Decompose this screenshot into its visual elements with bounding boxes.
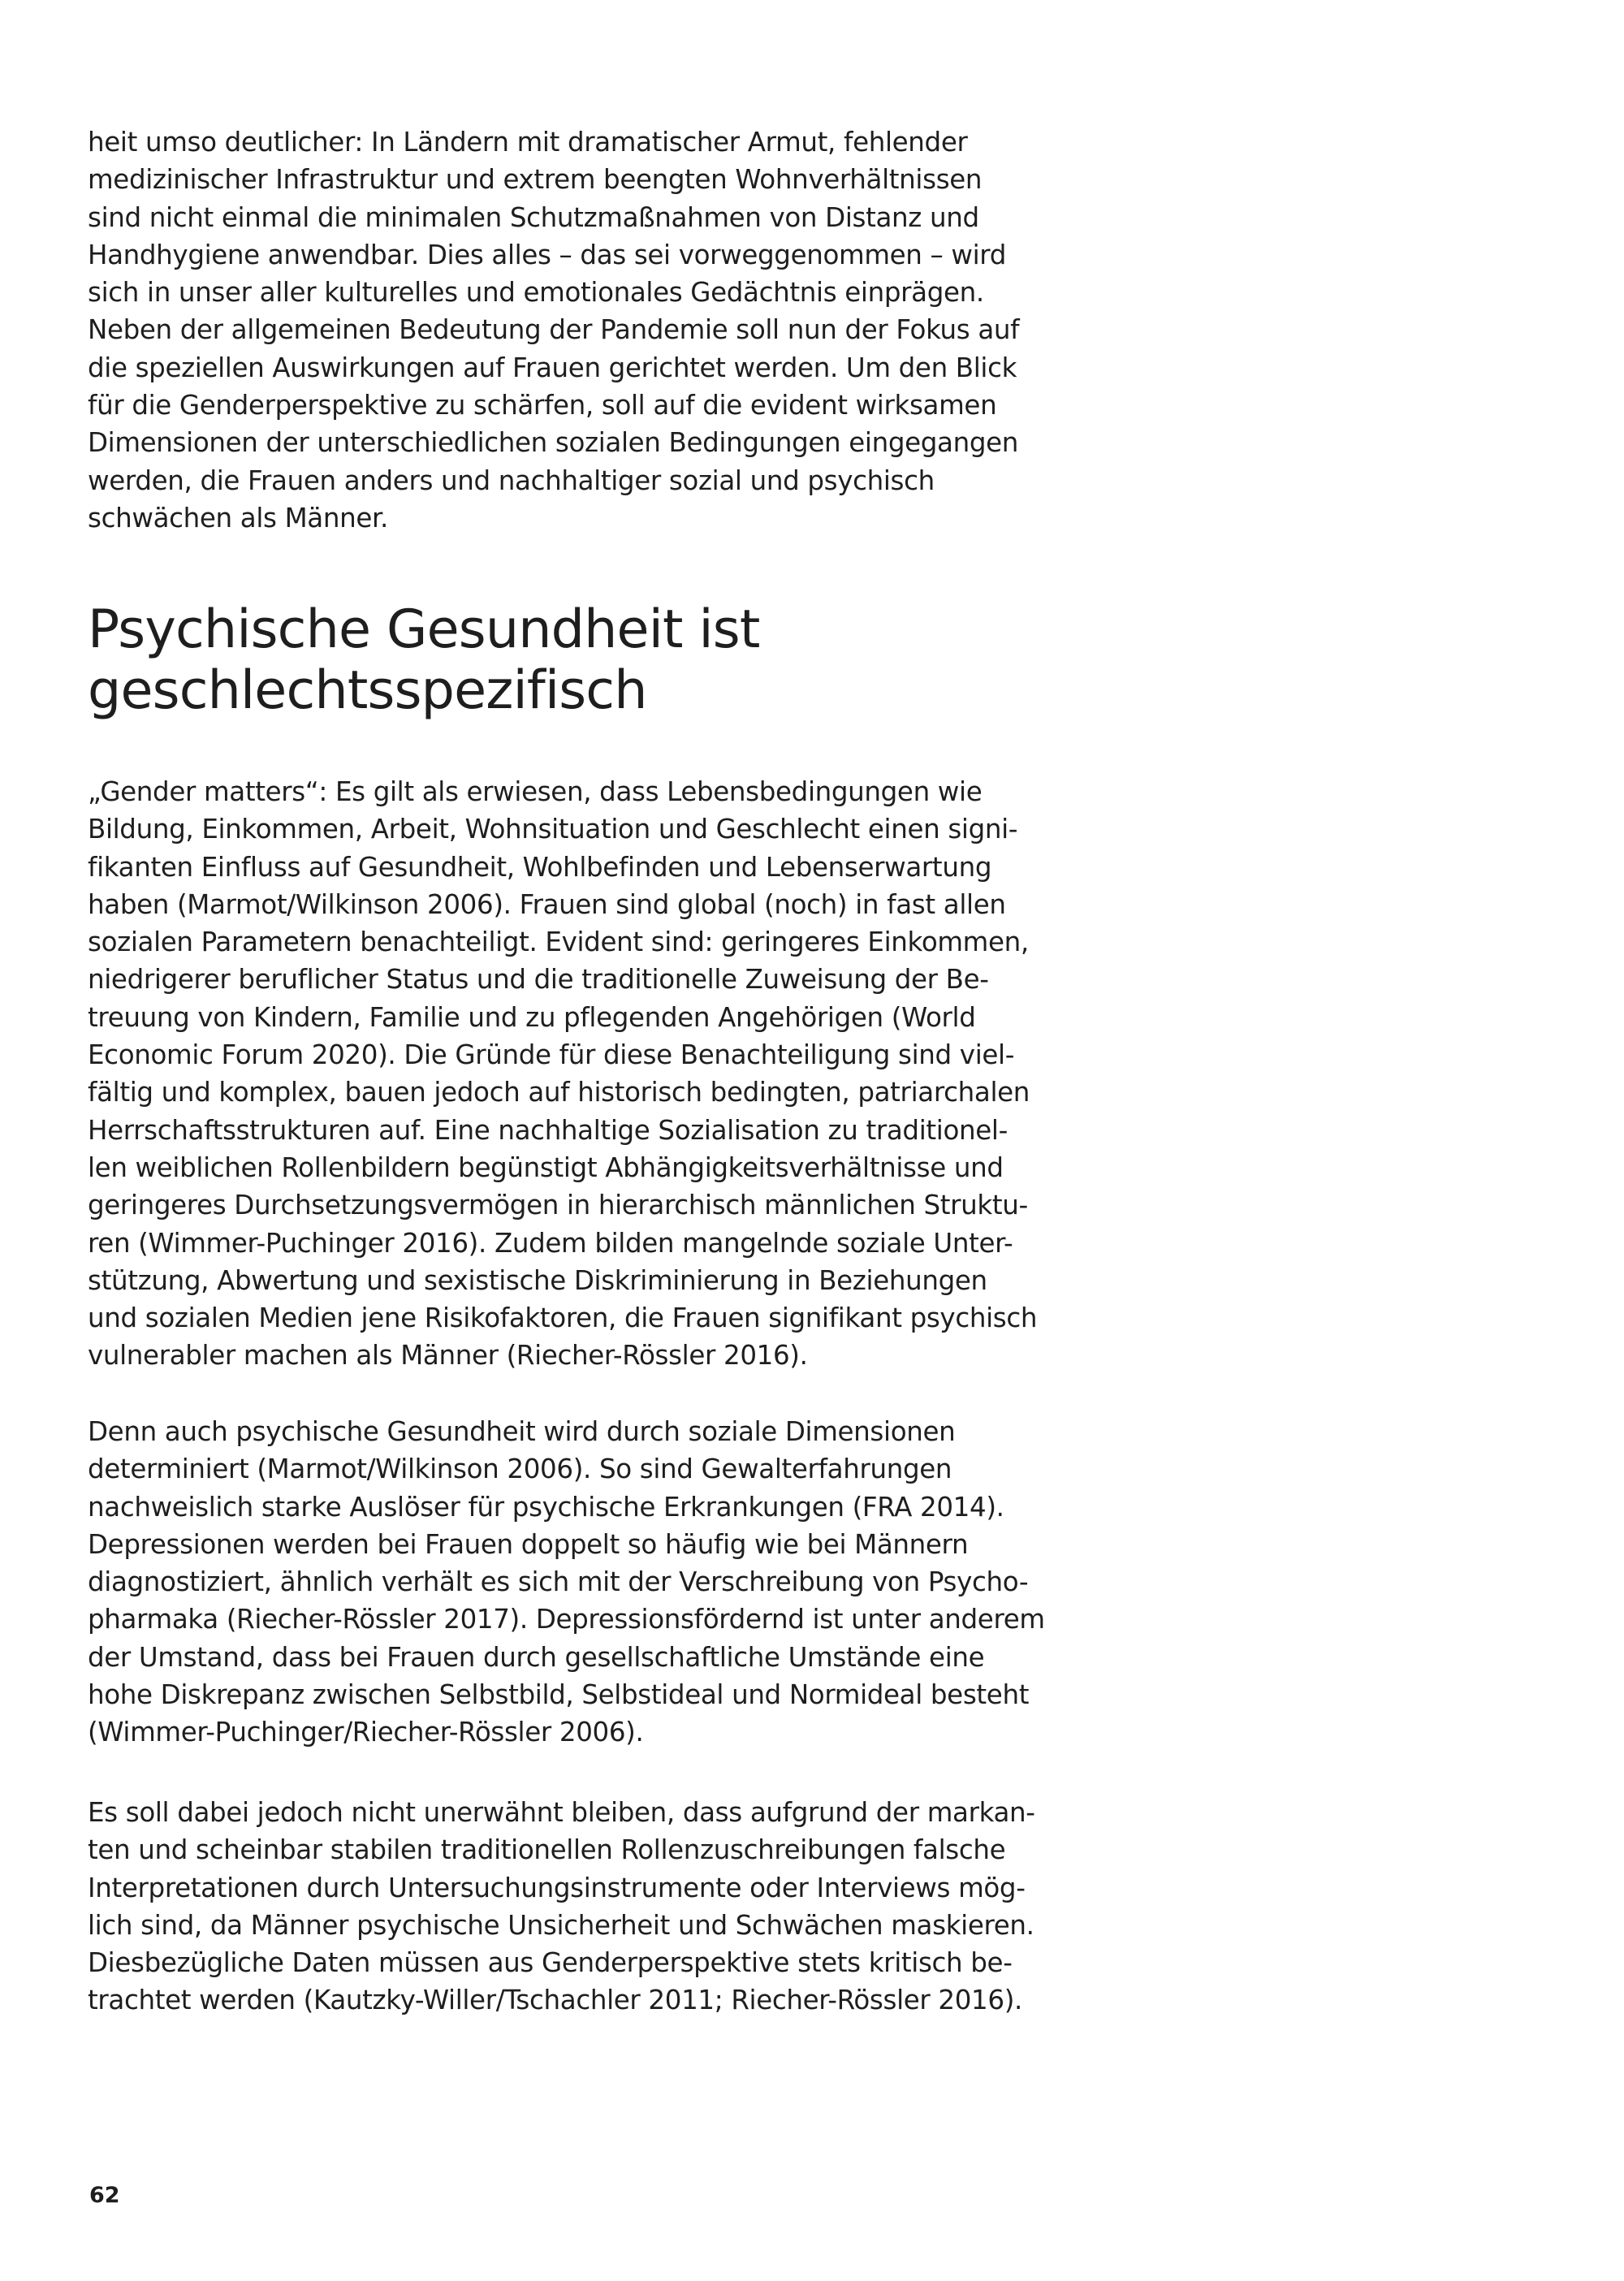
text-line: heit umso deutlicher: In Ländern mit dramatischer Armut, fehlender — [88, 127, 968, 158]
text-line: len weiblichen Rollenbildern begünstigt Abhängigkeitsverhältnisse und — [88, 1151, 1004, 1183]
text-line: werden, die Frauen anders und nachhaltiger sozial und psychisch — [88, 464, 935, 496]
paragraph-psychische-gesundheit — [88, 1413, 1045, 1752]
paragraph-kritische-betrachtung — [88, 1794, 1035, 2020]
text-line: nachweislich starke Auslöser für psychische Erkrankungen (FRA 2014). — [88, 1491, 1004, 1523]
text-line: haben (Marmot/Wilkinson 2006). Frauen sind global (noch) in fast allen — [88, 888, 1006, 920]
text-line: stützung, Abwertung und sexistische Diskriminierung in Beziehungen — [88, 1264, 987, 1296]
text-line: ren (Wimmer-Puchinger 2016). Zudem bilden mangelnde soziale Unter- — [88, 1227, 1013, 1259]
text-line: Herrschaftsstrukturen auf. Eine nachhaltige Sozialisation zu traditionel- — [88, 1114, 1008, 1146]
text-line: „Gender matters“: Es gilt als erwiesen, dass Lebensbedingungen wie — [88, 776, 983, 807]
text-line: für die Genderperspektive zu schärfen, soll auf die evident wirksamen — [88, 390, 997, 421]
text-line: treuung von Kindern, Familie und zu pflegenden Angehörigen (World — [88, 1001, 976, 1033]
text-line: sich in unser aller kulturelles und emotionales Gedächtnis einprägen. — [88, 277, 984, 309]
heading-line: Psychische Gesundheit ist — [88, 599, 760, 660]
paragraph-continued — [88, 123, 1019, 537]
text-line: medizinischer Infrastruktur und extrem beengten Wohnverhältnissen — [88, 164, 983, 196]
text-line: Bildung, Einkommen, Arbeit, Wohnsituation und Geschlecht einen signi- — [88, 814, 1018, 845]
text-line: sozialen Parametern benachteiligt. Evident sind: geringeres Einkommen, — [88, 927, 1029, 958]
text-line: Handhygiene anwendbar. Dies alles – das sei vorweggenommen – wird — [88, 239, 1007, 270]
text-line: fältig und komplex, bauen jedoch auf historisch bedingten, patriarchalen — [88, 1077, 1030, 1108]
text-line: ten und scheinbar stabilen traditionellen Rollenzuschreibungen falsche — [88, 1834, 1006, 1866]
text-line: sind nicht einmal die minimalen Schutzmaßnahmen von Distanz und — [88, 201, 979, 233]
text-line: (Wimmer-Puchinger/Riecher-Rössler 2006). — [88, 1717, 644, 1748]
text-line: pharmaka (Riecher-Rössler 2017). Depressionsfördernd ist unter anderem — [88, 1604, 1045, 1635]
text-line: die speziellen Auswirkungen auf Frauen gerichtet werden. Um den Blick — [88, 352, 1017, 383]
text-line: diagnostiziert, ähnlich verhält es sich mit der Verschreibung von Psycho- — [88, 1566, 1029, 1598]
text-line: vulnerabler machen als Männer (Riecher-Rössler 2016). — [88, 1340, 808, 1372]
text-line: und sozialen Medien jene Risikofaktoren, die Frauen signifikant psychisch — [88, 1303, 1038, 1334]
text-line: fikanten Einfluss auf Gesundheit, Wohlbefinden und Lebenserwartung — [88, 851, 992, 883]
text-line: Denn auch psychische Gesundheit wird durch soziale Dimensionen — [88, 1416, 956, 1447]
text-line: trachtet werden (Kautzky-Willer/Tschachler 2011; Riecher-Rössler 2016). — [88, 1985, 1023, 2016]
heading-line: geschlechtsspezifisch — [88, 660, 647, 721]
page-number: 62 — [89, 2183, 120, 2208]
text-line: determiniert (Marmot/Wilkinson 2006). So sind Gewalterfahrungen — [88, 1454, 952, 1485]
text-line: Diesbezügliche Daten müssen aus Genderperspektive stets kritisch be- — [88, 1947, 1013, 1979]
text-line: Economic Forum 2020). Die Gründe für diese Benachteiligung sind viel- — [88, 1039, 1015, 1071]
text-line: niedrigerer beruflicher Status und die traditionelle Zuweisung der Be- — [88, 964, 989, 996]
text-line: schwächen als Männer. — [88, 502, 389, 534]
paragraph-gender-matters — [88, 773, 1037, 1375]
section-heading — [88, 599, 760, 721]
text-line: Depressionen werden bei Frauen doppelt so häufig wie bei Männern — [88, 1528, 969, 1560]
text-line: der Umstand, dass bei Frauen durch gesellschaftliche Umstände eine — [88, 1641, 985, 1673]
text-line: Es soll dabei jedoch nicht unerwähnt bleiben, dass aufgrund der markan- — [88, 1797, 1035, 1828]
text-line: Neben der allgemeinen Bedeutung der Pandemie soll nun der Fokus auf — [88, 314, 1020, 346]
text-line: hohe Diskrepanz zwischen Selbstbild, Selbstideal und Normideal besteht — [88, 1679, 1030, 1711]
text-line: Dimensionen der unterschiedlichen sozialen Bedingungen eingegangen — [88, 427, 1019, 459]
text-line: Interpretationen durch Untersuchungsinstrumente oder Interviews mög- — [88, 1872, 1026, 1903]
text-line: lich sind, da Männer psychische Unsicherheit und Schwächen maskieren. — [88, 1909, 1034, 1941]
text-line: geringeres Durchsetzungsvermögen in hierarchisch männlichen Struktu- — [88, 1190, 1028, 1221]
